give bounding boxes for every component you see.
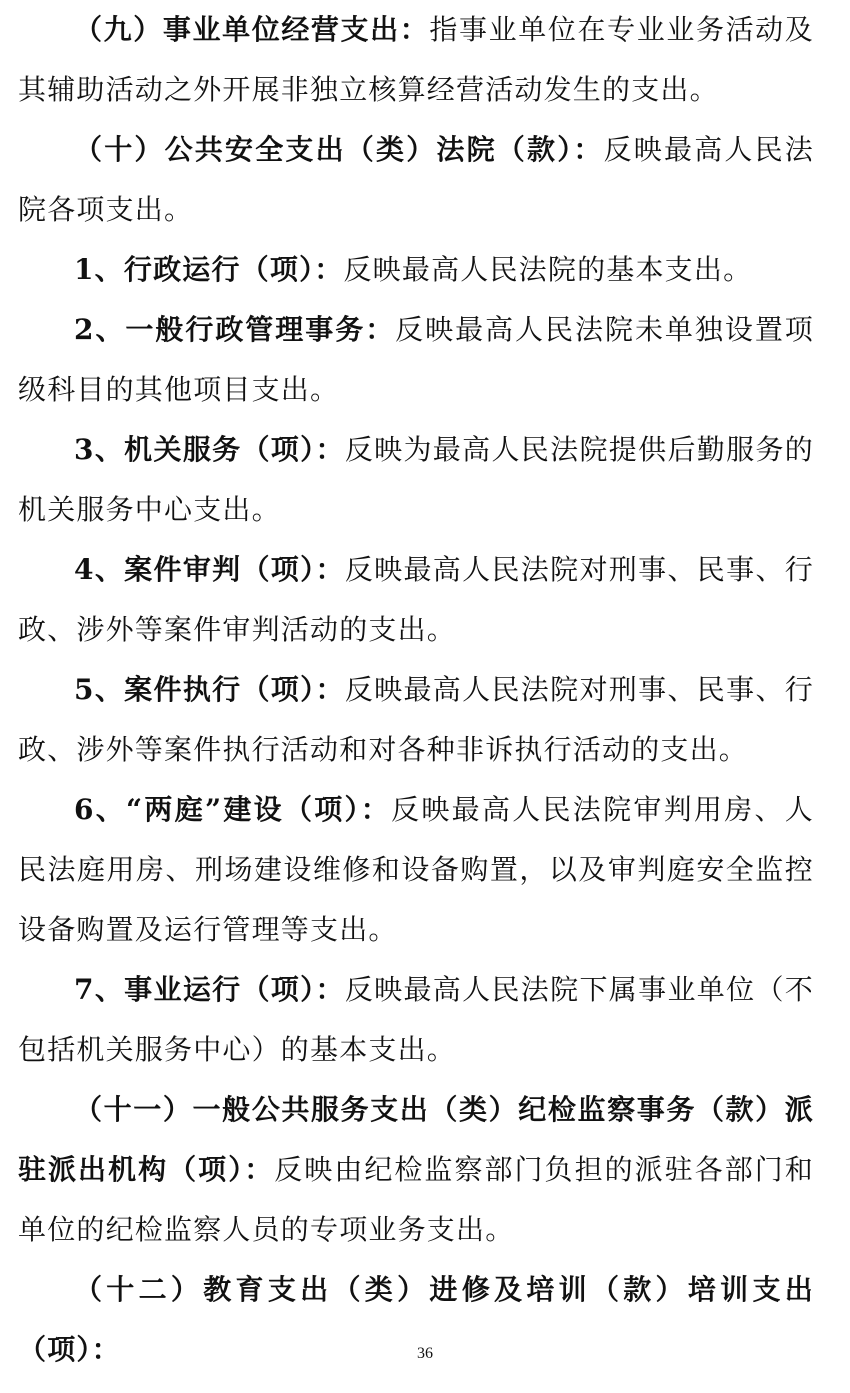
paragraph-shi — [18, 120, 814, 240]
paragraph-lead: （九）事业单位经营支出： — [74, 13, 430, 46]
paragraph-item-3 — [18, 420, 814, 540]
document-body — [18, 0, 814, 1380]
paragraph-body: 反映为最高人民法院提供后勤服务的机关服务中心支出。 — [18, 433, 815, 526]
paragraph-lead: 5、案件执行（项）： — [74, 673, 345, 706]
paragraph-lead: 3、机关服务（项）： — [74, 433, 345, 466]
paragraph-item-4 — [18, 540, 814, 660]
paragraph-body: 反映最高人民法院下属事业单位（不包括机关服务中心）的基本支出。 — [18, 973, 815, 1066]
paragraph-body: 指事业单位在专业业务活动及其辅助活动之外开展非独立核算经营活动发生的支出。 — [18, 13, 814, 106]
paragraph-lead: 1、行政运行（项）： — [74, 253, 344, 286]
paragraph-jiu — [18, 0, 814, 120]
paragraph-item-6 — [18, 780, 814, 960]
paragraph-lead: 4、案件审判（项）： — [74, 553, 345, 586]
paragraph-lead: 7、事业运行（项）： — [74, 973, 345, 1006]
paragraph-body: 反映最高人民法院的基本支出。 — [343, 253, 753, 286]
paragraph-lead: 6、“两庭”建设（项）： — [74, 793, 392, 826]
paragraph-shiyi — [18, 1080, 814, 1260]
paragraph-lead: （十二）教育支出（类）进修及培训（款）培训支出（项）： — [18, 1273, 814, 1366]
paragraph-lead: 2、一般行政管理事务： — [74, 313, 396, 346]
page-number: 36 — [417, 1345, 433, 1362]
paragraph-item-2 — [18, 300, 814, 420]
paragraph-item-7 — [18, 960, 814, 1080]
paragraph-item-5 — [18, 660, 814, 780]
paragraph-lead: （十）公共安全支出（类）法院（款）： — [74, 133, 604, 166]
paragraph-body: 反映最高人民法院各项支出。 — [18, 133, 814, 226]
paragraph-body: 反映最高人民法院对刑事、民事、行政、涉外等案件执行活动和对各种非诉执行活动的支出。 — [18, 673, 815, 766]
paragraph-body: 反映最高人民法院对刑事、民事、行政、涉外等案件审判活动的支出。 — [18, 553, 815, 646]
paragraph-body: 反映由纪检监察部门负担的派驻各部门和单位的纪检监察人员的专项业务支出。 — [18, 1153, 814, 1246]
paragraph-body: 反映最高人民法院未单独设置项级科目的其他项目支出。 — [18, 313, 814, 406]
paragraph-body: 反映最高人民法院审判用房、人民法庭用房、刑场建设维修和设备购置，以及审判庭安全监控设备购置及运行管理等支出。 — [18, 793, 814, 946]
paragraph-lead: （十一）一般公共服务支出（类）纪检监察事务（款）派驻派出机构（项）： — [18, 1093, 814, 1186]
paragraph-item-1 — [18, 240, 814, 300]
